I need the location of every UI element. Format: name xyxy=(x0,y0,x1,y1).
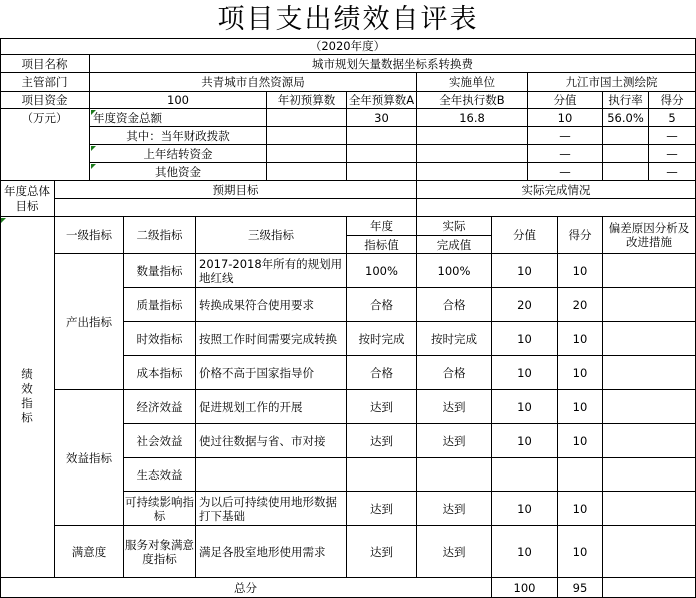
actual-value-header-bottom: 完成值 xyxy=(417,236,492,254)
annual-target-header-top: 年度 xyxy=(347,217,417,236)
annual-target-header-bottom: 指标值 xyxy=(347,236,417,254)
annual-target-cell: 100% xyxy=(347,254,417,288)
actual-value-cell: 达到 xyxy=(417,390,492,424)
lvl1-header: 一级指标 xyxy=(55,217,124,254)
score-cell xyxy=(558,458,603,492)
lvl2-header: 二级指标 xyxy=(124,217,196,254)
actual-value-cell: 达到 xyxy=(417,492,492,526)
department-label: 主管部门 xyxy=(0,73,90,92)
other-init xyxy=(267,163,347,181)
fiscal-label: 其中：当年财政拨款 xyxy=(90,127,267,145)
cell-marker-icon xyxy=(91,110,96,115)
carryover-init xyxy=(267,145,347,163)
other-score: — xyxy=(649,163,696,181)
output-indicator-label: 产出指标 xyxy=(55,254,124,390)
score-value-cell: 10 xyxy=(492,424,558,458)
deviation-cell xyxy=(603,492,696,526)
annual-target-cell xyxy=(347,458,417,492)
funds-init-value: 100 xyxy=(90,92,267,109)
department-value: 共青城市自然资源局 xyxy=(90,73,417,92)
other-full-budget xyxy=(347,163,417,181)
deviation-cell xyxy=(603,288,696,322)
full-budget-label: 全年预算数A xyxy=(347,92,417,109)
carryover-full-exec xyxy=(417,145,528,163)
impl-unit-value: 九江市国土测绘院 xyxy=(528,73,696,92)
annual-total-score: 5 xyxy=(649,109,696,127)
lvl3-cell: 2017-2018年所有的规划用地红线 xyxy=(196,254,347,288)
cell-marker-icon xyxy=(1,218,6,223)
project-name-label: 项目名称 xyxy=(0,55,90,73)
annual-target-cell: 按时完成 xyxy=(347,322,417,356)
exec-rate-label: 执行率 xyxy=(603,92,649,109)
satisfaction-indicator-label: 满意度 xyxy=(55,526,124,578)
score-value-cell: 10 xyxy=(492,254,558,288)
actual-completion-content xyxy=(417,199,696,217)
actual-value-cell: 达到 xyxy=(417,526,492,578)
score-value-cell: 20 xyxy=(492,288,558,322)
deviation-cell xyxy=(603,322,696,356)
score-cell: 10 xyxy=(558,526,603,578)
annual-total-full-budget: 30 xyxy=(347,109,417,127)
other-full-exec xyxy=(417,163,528,181)
annual-target-cell: 达到 xyxy=(347,526,417,578)
total-label: 总分 xyxy=(0,578,492,598)
deviation-header: 偏差原因分析及改进措施 xyxy=(603,217,696,254)
init-budget-label: 年初预算数 xyxy=(267,92,347,109)
score-value-cell xyxy=(492,458,558,492)
score-label: 得分 xyxy=(649,92,696,109)
deviation-cell xyxy=(603,254,696,288)
fiscal-full-exec xyxy=(417,127,528,145)
annual-total-label: 年度资金总额 xyxy=(90,109,267,127)
overall-goal-label: 年度总体目标 xyxy=(0,181,55,217)
lvl2-cell: 生态效益 xyxy=(124,458,196,492)
lvl3-cell: 满足各股室地形使用需求 xyxy=(196,526,347,578)
lvl2-cell: 质量指标 xyxy=(124,288,196,322)
total-score-value: 100 xyxy=(492,578,558,598)
score-value-cell: 10 xyxy=(492,322,558,356)
wan-unit-label: （万元） xyxy=(0,109,90,181)
other-label: 其他资金 xyxy=(90,163,267,181)
lvl2-cell: 经济效益 xyxy=(124,390,196,424)
annual-total-exec-rate: 56.0% xyxy=(603,109,649,127)
actual-value-cell: 合格 xyxy=(417,288,492,322)
lvl3-cell: 使过往数据与省、市对接 xyxy=(196,424,347,458)
page-title: 项目支出绩效自评表 xyxy=(217,4,479,35)
deviation-cell xyxy=(603,526,696,578)
deviation-cell xyxy=(603,356,696,390)
cell-marker-icon xyxy=(91,146,96,151)
annual-target-cell: 达到 xyxy=(347,492,417,526)
score-cell: 20 xyxy=(558,288,603,322)
fiscal-init xyxy=(267,127,347,145)
lvl3-cell: 转换成果符合使用要求 xyxy=(196,288,347,322)
annual-total-full-exec: 16.8 xyxy=(417,109,528,127)
score-header: 得分 xyxy=(558,217,603,254)
lvl2-cell: 服务对象满意度指标 xyxy=(124,526,196,578)
carryover-full-budget xyxy=(347,145,417,163)
other-score-value: — xyxy=(528,163,603,181)
fiscal-full-budget xyxy=(347,127,417,145)
actual-value-cell: 按时完成 xyxy=(417,322,492,356)
benefit-indicator-label: 效益指标 xyxy=(55,390,124,526)
lvl3-cell: 按照工作时间需要完成转换 xyxy=(196,322,347,356)
actual-value-cell: 合格 xyxy=(417,356,492,390)
expected-goal-header: 预期目标 xyxy=(55,181,417,199)
annual-target-cell: 达到 xyxy=(347,390,417,424)
carryover-score-value: — xyxy=(528,145,603,163)
fiscal-score-value: — xyxy=(528,127,603,145)
deviation-cell xyxy=(603,390,696,424)
carryover-exec-rate xyxy=(603,145,649,163)
actual-value-cell: 达到 xyxy=(417,424,492,458)
score-cell: 10 xyxy=(558,424,603,458)
total-deviation xyxy=(603,578,696,598)
perf-indicators-label: 绩效指标 xyxy=(0,217,55,578)
deviation-cell xyxy=(603,424,696,458)
annual-target-cell: 合格 xyxy=(347,356,417,390)
actual-completion-header: 实际完成情况 xyxy=(417,181,696,199)
impl-unit-label: 实施单位 xyxy=(417,73,528,92)
annual-total-score-value: 10 xyxy=(528,109,603,127)
score-value-cell: 10 xyxy=(492,356,558,390)
score-value-header: 分值 xyxy=(492,217,558,254)
lvl2-cell: 成本指标 xyxy=(124,356,196,390)
annual-total-init xyxy=(267,109,347,127)
score-cell: 10 xyxy=(558,390,603,424)
score-value-cell: 10 xyxy=(492,390,558,424)
lvl3-cell: 为以后可持续使用地形数据打下基础 xyxy=(196,492,347,526)
fiscal-exec-rate xyxy=(603,127,649,145)
lvl3-cell xyxy=(196,458,347,492)
annual-target-cell: 合格 xyxy=(347,288,417,322)
year-label: （2020年度） xyxy=(0,38,696,55)
lvl3-cell: 促进规划工作的开展 xyxy=(196,390,347,424)
total-score: 95 xyxy=(558,578,603,598)
fiscal-score: — xyxy=(649,127,696,145)
score-value-cell: 10 xyxy=(492,492,558,526)
lvl2-cell: 数量指标 xyxy=(124,254,196,288)
expected-goal-content xyxy=(55,199,417,217)
annual-target-cell: 达到 xyxy=(347,424,417,458)
score-cell: 10 xyxy=(558,356,603,390)
lvl2-cell: 社会效益 xyxy=(124,424,196,458)
actual-value-header-top: 实际 xyxy=(417,217,492,236)
deviation-cell xyxy=(603,458,696,492)
actual-value-cell: 100% xyxy=(417,254,492,288)
score-cell: 10 xyxy=(558,254,603,288)
lvl3-header: 三级指标 xyxy=(196,217,347,254)
carryover-score: — xyxy=(649,145,696,163)
score-cell: 10 xyxy=(558,322,603,356)
lvl2-cell: 时效指标 xyxy=(124,322,196,356)
carryover-label: 上年结转资金 xyxy=(90,145,267,163)
funds-label: 项目资金 xyxy=(0,92,90,109)
full-exec-label: 全年执行数B xyxy=(417,92,528,109)
lvl2-cell: 可持续影响指标 xyxy=(124,492,196,526)
project-name-value: 城市规划矢量数据坐标系转换费 xyxy=(90,55,696,73)
score-value-label: 分值 xyxy=(528,92,603,109)
score-cell: 10 xyxy=(558,492,603,526)
cell-marker-icon xyxy=(91,164,96,169)
actual-value-cell xyxy=(417,458,492,492)
other-exec-rate xyxy=(603,163,649,181)
score-value-cell: 10 xyxy=(492,526,558,578)
lvl3-cell: 价格不高于国家指导价 xyxy=(196,356,347,390)
